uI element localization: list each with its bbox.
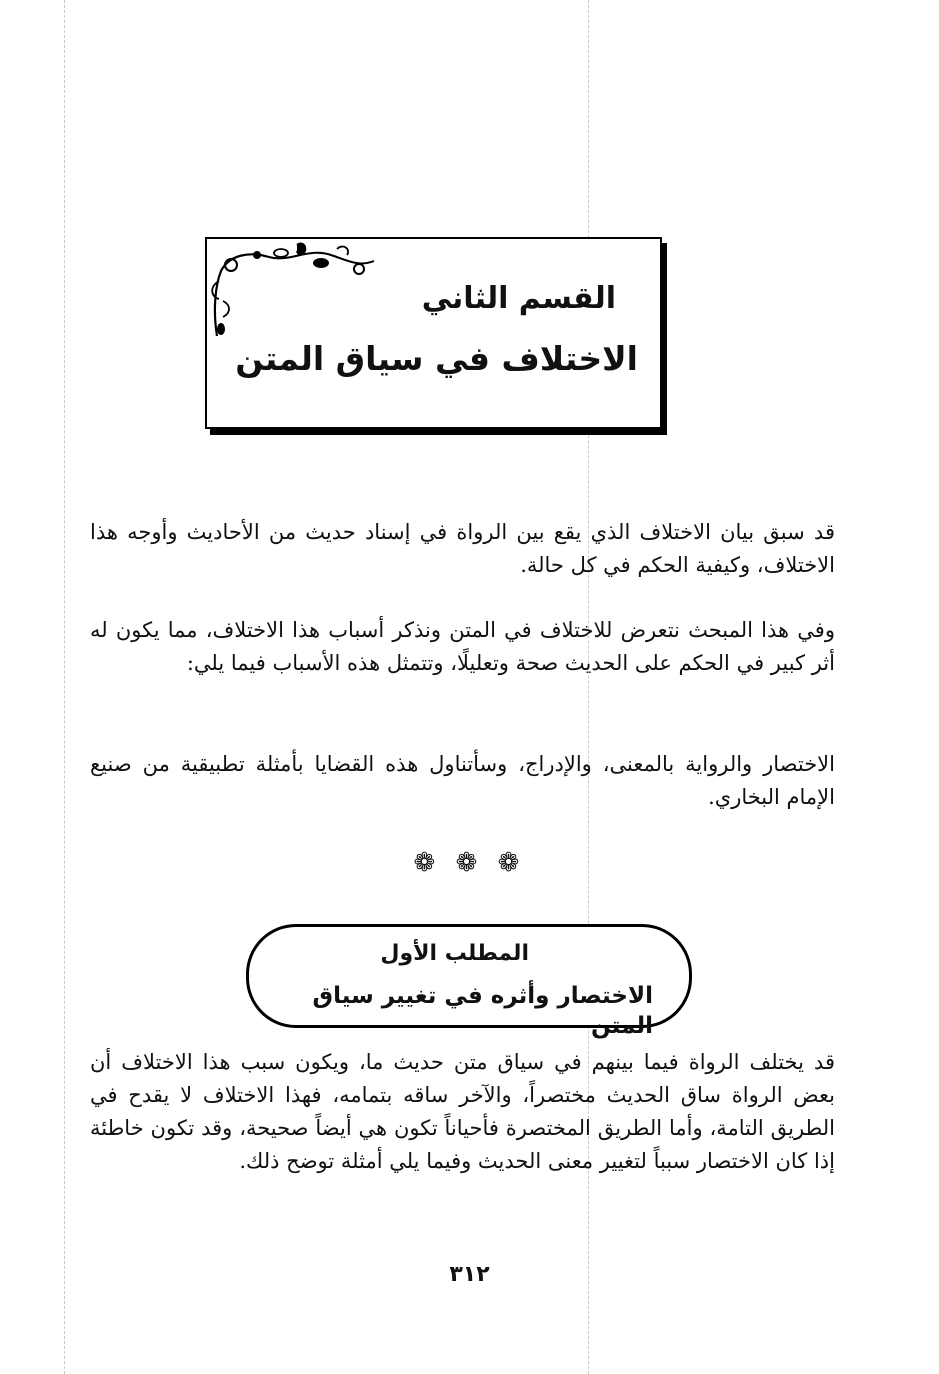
- scan-margin-line: [64, 0, 65, 1374]
- chapter-subtitle: الاختصار وأثره في تغيير سياق المتن: [312, 983, 653, 1039]
- chapter-title: المطلب الأول: [380, 941, 529, 966]
- intro-paragraph-3: الاختصار والرواية بالمعنى، والإدراج، وسأتناول هذه القضايا بأمثلة تطبيقية من صنيع الإمام البخاري.: [90, 752, 835, 809]
- section-title: القسم الثاني: [421, 281, 616, 316]
- section-title-box: [205, 237, 662, 429]
- flower-separator: ❁ ❁ ❁: [413, 848, 526, 878]
- intro-paragraph-2: وفي هذا المبحث نتعرض للاختلاف في المتن ونذكر أسباب هذا الاختلاف، مما يكون له أثر كبير في الحكم على الحديث صحة وتعليلًا، وتتمثل هذه الأسباب فيما يلي:: [90, 618, 835, 675]
- section-subtitle: الاختلاف في سياق المتن: [235, 339, 638, 378]
- chapter-paragraph: قد يختلف الرواة فيما بينهم في سياق متن حديث ما، ويكون سبب هذا الاختلاف أن بعض الرواة ساق الحديث مختصراً، والآخر ساقه بتمامه، فهذا الاختلاف لا يقدح في الطريق التامة، وأما الطريق المختصرة فأحياناً تكون هي أيضاً صحيحة، وقد تكون خاطئة إذا كان الاختصار سبباً لتغيير معنى الحديث وفيما يلي أمثلة توضح ذلك.: [90, 1050, 835, 1173]
- chapter-title-box: [246, 924, 692, 1039]
- page-number: ٣١٢: [449, 1262, 490, 1287]
- floral-ornament-icon: [209, 241, 379, 341]
- intro-paragraph-1: قد سبق بيان الاختلاف الذي يقع بين الرواة في إسناد حديث من الأحاديث وأوجه هذا الاختلاف، وكيفية الحكم في كل حالة.: [90, 520, 835, 577]
